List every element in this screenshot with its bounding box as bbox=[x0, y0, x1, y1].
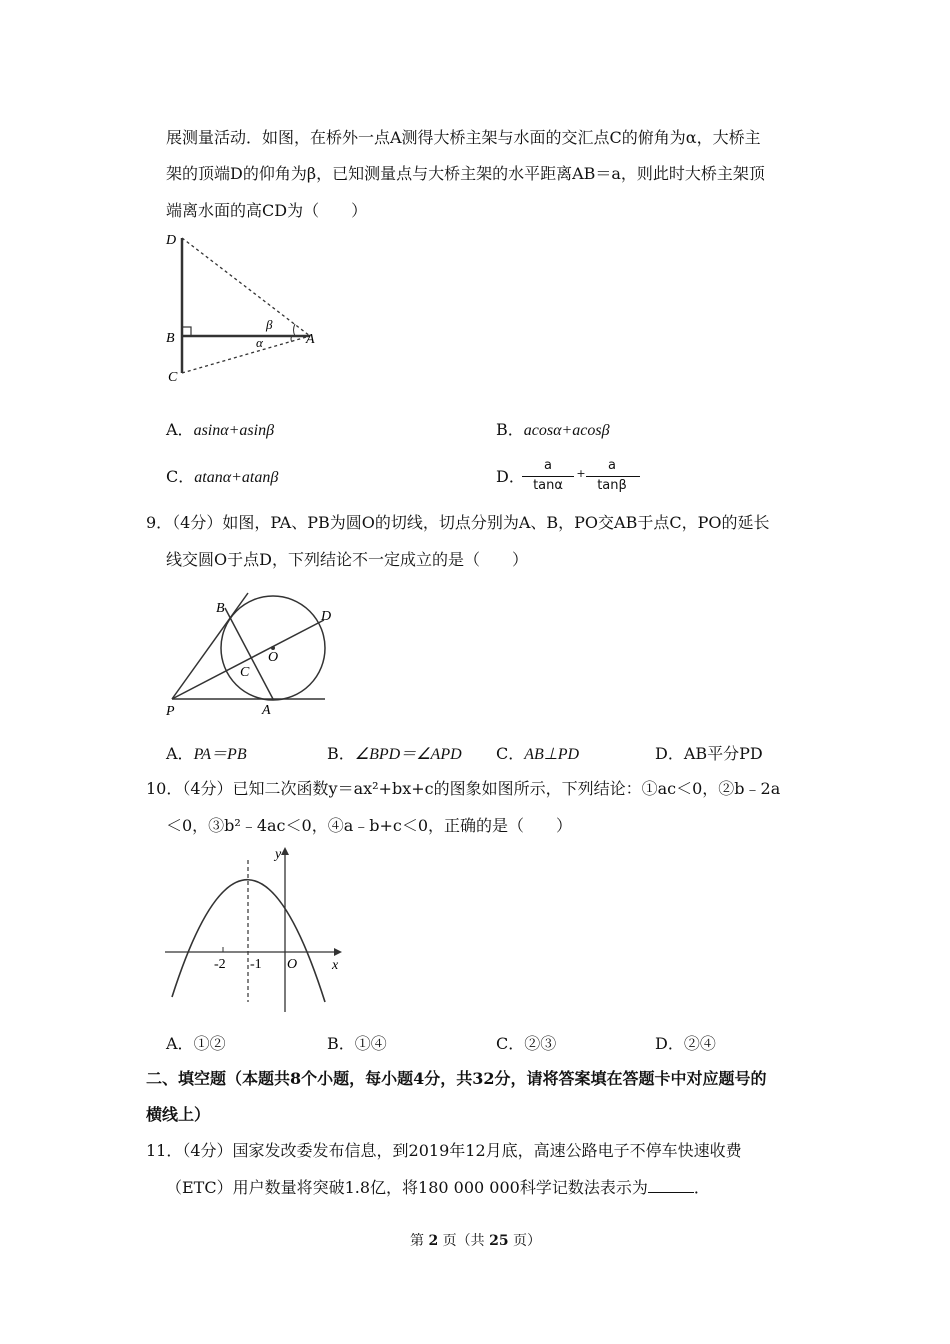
q8-option-d-fraction bbox=[522, 458, 644, 498]
q9-label-c: C bbox=[240, 665, 250, 680]
q10-label-neg1: -1 bbox=[250, 957, 262, 972]
q10-option-b-text: ①④ bbox=[354, 1034, 387, 1053]
section-2-heading-line-2: 横线上） bbox=[146, 1105, 211, 1124]
q11-line-1: 11．（4分）国家发改委发布信息，到2019年12月底，高速公路电子不停车快速收费 bbox=[146, 1141, 742, 1160]
q9-line-2: 线交圆O于点D，下列结论不一定成立的是（ ） bbox=[166, 550, 528, 569]
q10-option-c-label: C． bbox=[496, 1034, 525, 1053]
footer-total-pages: 25 bbox=[489, 1233, 509, 1249]
q8-option-d[interactable] bbox=[496, 467, 525, 487]
q9-option-c-label: C． bbox=[496, 744, 525, 763]
q8-option-b-label: B． bbox=[496, 420, 524, 439]
q8-option-d-label: D． bbox=[496, 467, 525, 486]
q8-d-bar-1 bbox=[522, 476, 574, 477]
q10-option-c[interactable] bbox=[496, 1034, 556, 1054]
q9-option-a-text: PA＝PB bbox=[193, 746, 247, 763]
q8-option-c-text: atanα+atanβ bbox=[194, 469, 279, 486]
q9-label-p: P bbox=[166, 704, 175, 719]
q8-option-a-text: asinα+asinβ bbox=[193, 422, 275, 439]
q10-option-d[interactable] bbox=[655, 1034, 716, 1054]
q10-label-neg2: -2 bbox=[214, 957, 226, 972]
q8-option-b[interactable] bbox=[496, 420, 610, 441]
q8-label-b: B bbox=[166, 331, 175, 346]
q10-line-2: ＜0，③b²﹣4ac＜0，④a﹣b+c＜0，正确的是（ ） bbox=[166, 816, 573, 835]
footer-pre: 第 bbox=[410, 1233, 424, 1249]
q9-option-c-text: AB⊥PD bbox=[524, 746, 580, 763]
q10-label-y: y bbox=[275, 847, 282, 862]
q9-option-b-text: ∠BPD＝∠APD bbox=[354, 746, 462, 763]
q9-option-b[interactable] bbox=[327, 744, 462, 765]
q9-option-d-label: D． bbox=[655, 744, 684, 763]
q8-bridge-figure bbox=[160, 228, 330, 388]
footer-post: 页） bbox=[513, 1233, 542, 1249]
q8-label-d: D bbox=[166, 233, 177, 248]
q9-option-b-label: B． bbox=[327, 744, 355, 763]
q10-label-x: x bbox=[332, 958, 339, 973]
q10-label-o: O bbox=[287, 957, 298, 972]
q8-line-2: 架的顶端D的仰角为β，已知测量点与大桥主架的水平距离AB＝a，则此时大桥主架顶 bbox=[166, 164, 765, 183]
q8-d-den-2: tanβ bbox=[597, 478, 627, 493]
q11-answer-blank[interactable] bbox=[648, 1178, 694, 1193]
q8-d-num-1: a bbox=[544, 458, 552, 473]
q8-label-c: C bbox=[168, 370, 178, 385]
q9-label-b: B bbox=[216, 601, 225, 616]
q9-option-d-text: AB平分PD bbox=[683, 744, 763, 763]
q9-option-a-label: A． bbox=[166, 744, 194, 763]
q9-label-d: D bbox=[321, 609, 332, 624]
q11-line-2 bbox=[166, 1178, 710, 1198]
q8-d-den-1: tanα bbox=[533, 478, 563, 493]
q10-option-d-label: D． bbox=[655, 1034, 684, 1053]
q8-option-a-label: A． bbox=[166, 420, 194, 439]
q8-line-3: 端离水面的高CD为（ ） bbox=[166, 201, 368, 220]
q10-option-c-text: ②③ bbox=[524, 1034, 557, 1053]
q9-line-1: 9．（4分）如图，PA、PB为圆O的切线，切点分别为A、B，PO交AB于点C，PO的延长 bbox=[146, 513, 770, 532]
q9-option-c[interactable] bbox=[496, 744, 579, 765]
footer-page-number: 2 bbox=[428, 1233, 439, 1249]
footer-mid: 页（共 bbox=[442, 1233, 485, 1249]
q8-d-bar-2 bbox=[586, 476, 640, 477]
q10-line-1: 10．（4分）已知二次函数y＝ax²+bx+c的图象如图所示，下列结论：①ac＜0，②b﹣2a bbox=[146, 779, 781, 798]
page-footer bbox=[410, 1231, 541, 1251]
q10-option-a[interactable] bbox=[166, 1034, 226, 1054]
q9-label-o: O bbox=[268, 650, 279, 665]
section-2-heading-line-1: 二、填空题（本题共8个小题，每小题4分，共32分，请将答案填在答题卡中对应题号的 bbox=[146, 1069, 767, 1088]
q9-label-a: A bbox=[262, 703, 271, 718]
q8-d-num-2: a bbox=[608, 458, 616, 473]
q8-option-a[interactable] bbox=[166, 420, 274, 441]
q8-line-1: 展测量活动．如图，在桥外一点A测得大桥主架与水面的交汇点C的俯角为α，大桥主 bbox=[166, 128, 761, 147]
q8-option-c[interactable] bbox=[166, 467, 278, 488]
q10-option-b-label: B． bbox=[327, 1034, 355, 1053]
q11-line-2-end: ． bbox=[693, 1178, 710, 1197]
q9-circle-figure bbox=[160, 590, 350, 720]
q8-label-beta: β bbox=[266, 317, 273, 332]
q11-line-2-text: （ETC）用户数量将突破1.8亿，将180 000 000科学记数法表示为 bbox=[166, 1178, 648, 1197]
q10-option-b[interactable] bbox=[327, 1034, 387, 1054]
q8-d-plus: + bbox=[576, 467, 586, 480]
q10-parabola-figure bbox=[160, 842, 350, 1017]
q8-option-b-text: acosα+acosβ bbox=[523, 422, 610, 439]
q8-option-c-label: C． bbox=[166, 467, 195, 486]
q8-label-alpha: α bbox=[256, 335, 263, 350]
q10-option-a-text: ①② bbox=[193, 1034, 226, 1053]
q10-option-d-text: ②④ bbox=[683, 1034, 716, 1053]
q8-label-a: A bbox=[306, 332, 315, 347]
q10-option-a-label: A． bbox=[166, 1034, 194, 1053]
q9-option-a[interactable] bbox=[166, 744, 247, 765]
q9-option-d[interactable] bbox=[655, 744, 763, 764]
